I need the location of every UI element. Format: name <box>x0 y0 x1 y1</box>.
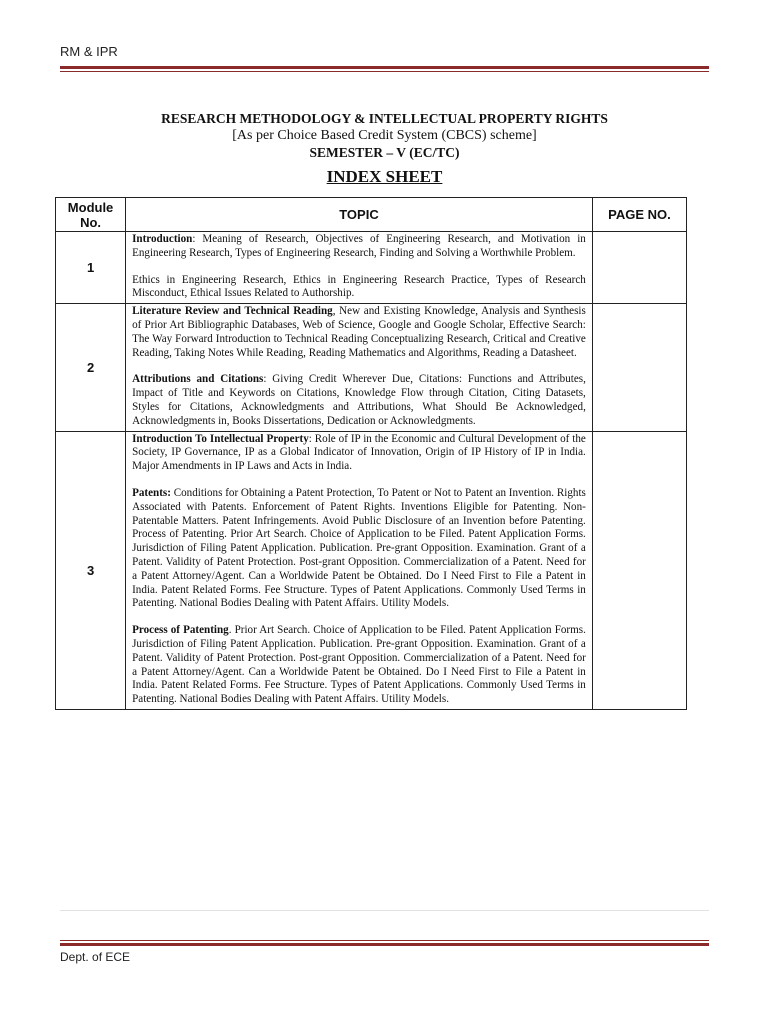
topic-text: : Giving Credit Wherever Due, Citations: Functions and Attributes, Impact of Title and Keywords on Citations, Knowledge Flow through Citation, Citing Datasets, Styles for Citations, Acknowledgments and Attributions, What Should Be Acknowledged, Acknowledgments in, Books Dissertations, Dedication or Acknowledgments. <box>132 373 586 427</box>
table-row <box>56 304 687 431</box>
footer-rule-thick <box>60 943 709 946</box>
page-footer: Dept. of ECE <box>60 950 131 964</box>
topic-heading: Literature Review and Technical Reading <box>132 305 333 318</box>
page-number-cell <box>592 232 686 304</box>
topic-heading: Introduction <box>132 233 193 245</box>
topic-paragraph <box>132 233 586 261</box>
header-rule-thin <box>60 71 709 72</box>
document-title: RESEARCH METHODOLOGY & INTELLECTUAL PROPERTY RIGHTS <box>161 111 608 126</box>
topic-heading: Introduction To Intellectual Property <box>132 432 309 445</box>
topic-paragraph <box>132 373 586 428</box>
topic-heading: Process of Patenting <box>132 624 229 637</box>
topic-heading: Patents: <box>132 486 171 499</box>
topic-text: Ethics in Engineering Research, Ethics in Engineering Research Practice, Types of Research Misconduct, Ethical Issues Related to Authorship. <box>132 273 586 300</box>
topic-cell <box>126 431 593 709</box>
topic-paragraph <box>132 487 586 611</box>
header-topic: TOPIC <box>126 198 593 232</box>
page-number-cell <box>592 304 686 431</box>
footer-separator <box>60 910 709 911</box>
topic-paragraph <box>132 624 586 707</box>
topic-text: : Meaning of Research, Objectives of Engineering Research, and Motivation in Engineering Research, Types of Engineering Research, Finding and Solving a Worthwhile Problem. <box>132 233 586 259</box>
topic-heading: Attributions and Citations <box>132 373 264 386</box>
topic-text: , New and Existing Knowledge, Analysis and Synthesis of Prior Art Bibliographic Databases, Web of Science, Google and Google Scholar, Effective Search: The Way Forward Introduction to Technical Reading Conceptualizing Research, Critical and Creative Reading, Taking Notes While Reading, Reading Mathematics and Algorithms, Reading a Datasheet. <box>132 305 586 359</box>
module-number: 1 <box>56 232 126 304</box>
module-number: 3 <box>56 431 126 709</box>
topic-cell <box>126 304 593 431</box>
index-table <box>55 197 687 710</box>
topic-text: : Role of IP in the Economic and Cultural Development of the Society, IP Governance, IP as a Global Indicator of Innovation, Origin of IP History of IP in India. Major Amendments in IP Laws and Acts in India. <box>132 432 586 473</box>
header-rule-thick <box>60 66 709 69</box>
document-subtitle: [As per Choice Based Credit System (CBCS) scheme] <box>232 128 537 143</box>
page-number-cell <box>592 431 686 709</box>
table-row <box>56 431 687 709</box>
header-page: PAGE NO. <box>592 198 686 232</box>
page-header: RM & IPR <box>60 44 118 59</box>
title-block <box>60 110 709 187</box>
topic-paragraph <box>132 433 586 474</box>
topic-text: Conditions for Obtaining a Patent Protection, To Patent or Not to Patent an Invention. Rights Associated with Patents. Enforcement of Patent Rights. Inventions Eligible for Patenting. Non-Patentable Matters. Patent Infringements. Avoid Public Disclosure of an Invention before Patenting. Process of Patenting. Prior Art Search. Choice of Application to be Filed. Patent Application Forms. Jurisdiction of Filing Patent Application. Publication. Pre-grant Opposition. Examination. Grant of a Patent. Validity of Patent Protection. Post-grant Opposition. Commercialization of a Patent. Need for a Patent Attorney/Agent. Can a Worldwide Patent be Obtained. Do I Need First to File a Patent in India. Patent Related Forms. Fee Structure. Types of Patent Applications. Commonly Used Terms in Patenting. National Bodies Dealing with Patent Affairs. Utility Models. <box>132 486 586 610</box>
table-header-row <box>56 198 687 232</box>
topic-text: . Prior Art Search. Choice of Application to be Filed. Patent Application Forms. Jurisdiction of Filing Patent Application. Publication. Pre-grant Opposition. Examination. Grant of a Patent. Validity of Patent Protection. Post-grant Opposition. Commercialization of a Patent. Need for a Patent Attorney/Agent. Can a Worldwide Patent be Obtained. Do I Need First to File a Patent in India. Patent Related Forms. Fee Structure. Types of Patent Applications. Commonly Used Terms in Patenting. National Bodies Dealing with Patent Affairs. Utility Models. <box>132 624 586 706</box>
topic-cell <box>126 232 593 304</box>
index-sheet-heading: INDEX SHEET <box>326 167 443 186</box>
table-row <box>56 232 687 304</box>
header-module: Module No. <box>56 198 126 232</box>
module-number: 2 <box>56 304 126 431</box>
semester-label: SEMESTER – V (EC/TC) <box>309 145 460 160</box>
footer-rule-thin <box>60 940 709 941</box>
topic-paragraph <box>132 274 586 302</box>
topic-paragraph <box>132 305 586 360</box>
